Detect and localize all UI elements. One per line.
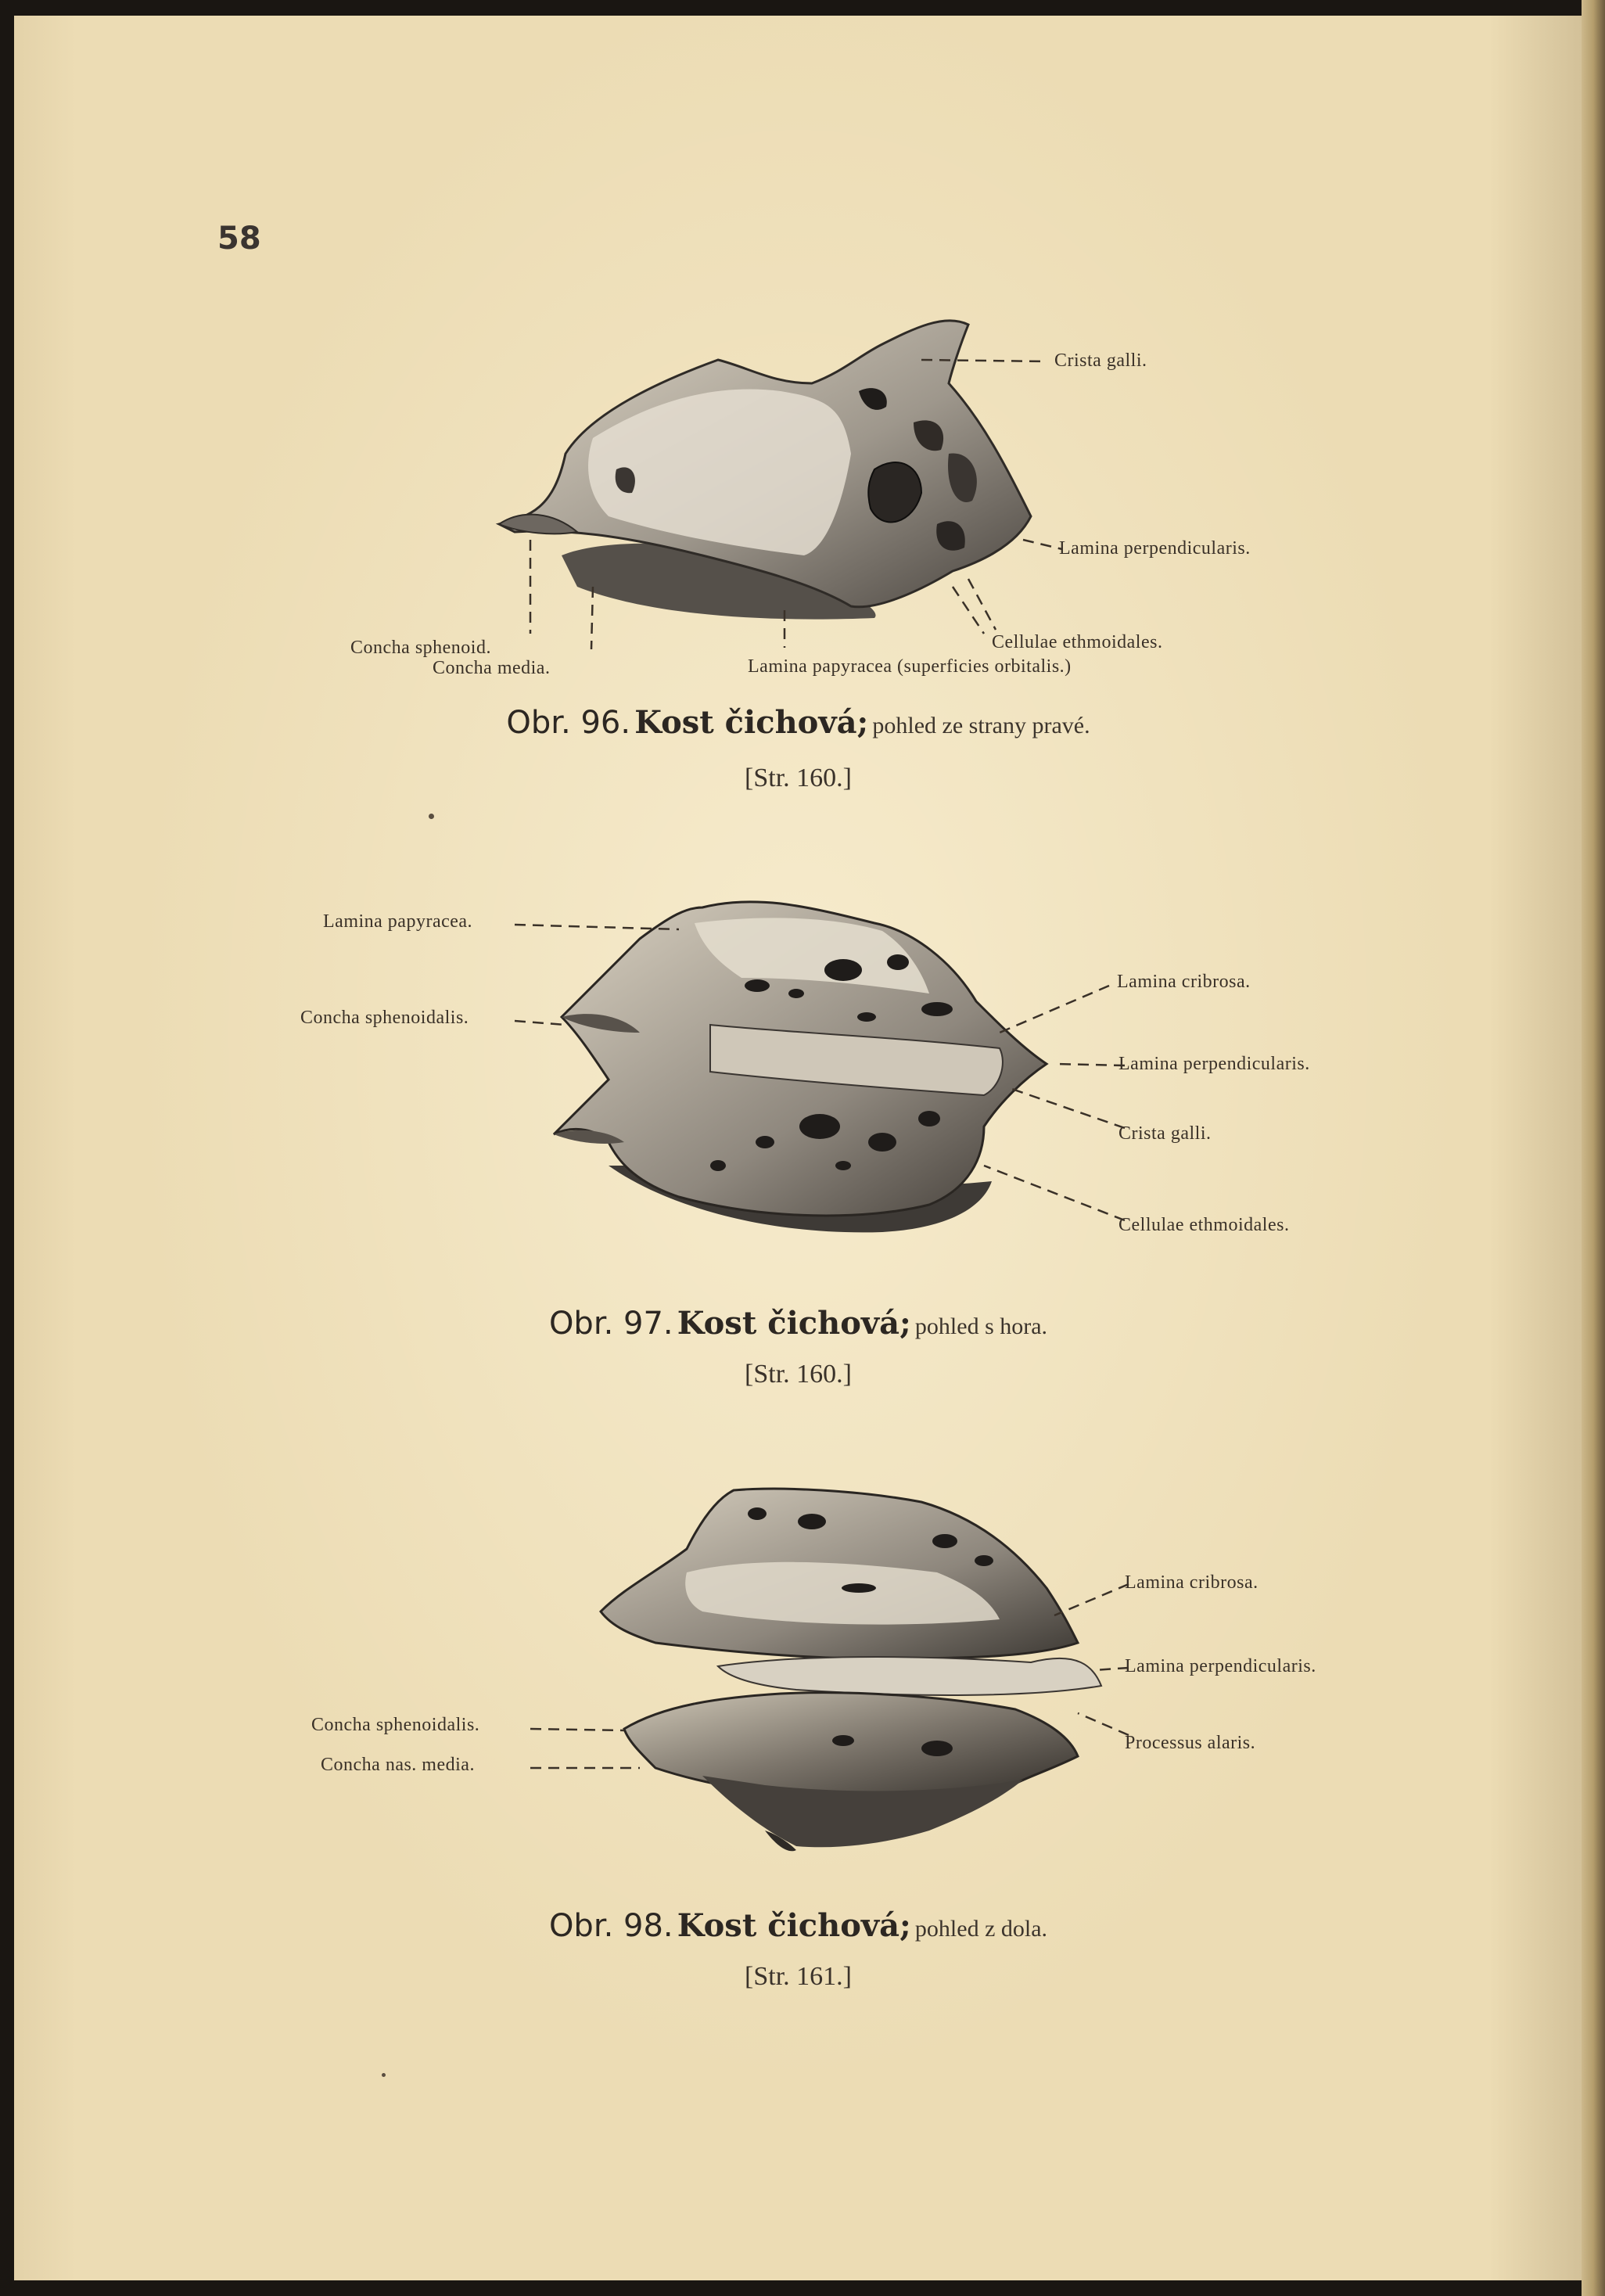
page-ref-98: [Str. 161.] bbox=[745, 1962, 852, 1991]
label-lamina-cribrosa: Lamina cribrosa. bbox=[1125, 1572, 1259, 1593]
label-concha-sphenoidalis: Concha sphenoidalis. bbox=[300, 1008, 469, 1028]
page-number: 58 bbox=[217, 221, 261, 257]
caption-97-subtitle: pohled s hora. bbox=[914, 1313, 1048, 1339]
page-ref-97: [Str. 160.] bbox=[745, 1360, 852, 1389]
label-lamina-perpendicularis: Lamina perpendicularis. bbox=[1059, 538, 1251, 559]
speck bbox=[382, 2073, 386, 2077]
caption-98-number: Obr. 98. bbox=[548, 1908, 673, 1944]
label-processus-alaris: Processus alaris. bbox=[1125, 1733, 1256, 1753]
figure-98 bbox=[14, 16, 1582, 1893]
figure-98-perpendicular-plate bbox=[718, 1657, 1101, 1695]
caption-98-title: Kost čichová; bbox=[677, 1907, 911, 1944]
caption-96-title: Kost čichová; bbox=[634, 704, 869, 741]
label-lamina-perpendicularis: Lamina perpendicularis. bbox=[1118, 1054, 1310, 1074]
label-cellulae-ethmoidales: Cellulae ethmoidales. bbox=[1118, 1215, 1290, 1235]
caption-98-subtitle: pohled z dola. bbox=[914, 1916, 1048, 1942]
label-concha-media: Concha media. bbox=[433, 658, 551, 678]
label-cellulae-ethmoidales: Cellulae ethmoidales. bbox=[992, 632, 1163, 652]
label-concha-nas-media: Concha nas. media. bbox=[321, 1755, 475, 1775]
caption-96-subtitle: pohled ze strany pravé. bbox=[872, 713, 1090, 738]
caption-98 bbox=[14, 1907, 1582, 1944]
label-crista-galli: Crista galli. bbox=[1054, 350, 1147, 371]
label-lamina-cribrosa: Lamina cribrosa. bbox=[1117, 972, 1251, 992]
label-concha-sphenoidalis: Concha sphenoidalis. bbox=[311, 1715, 480, 1735]
label-lamina-perpendicularis: Lamina perpendicularis. bbox=[1125, 1656, 1316, 1676]
label-lamina-papyracea: Lamina papyracea (superficies orbitalis.) bbox=[748, 656, 1072, 677]
label-concha-sphenoid: Concha sphenoid. bbox=[350, 638, 491, 658]
figure-98-illustration bbox=[14, 16, 1582, 1893]
page-ref-96: [Str. 160.] bbox=[745, 764, 852, 792]
label-lamina-papyracea: Lamina papyracea. bbox=[323, 911, 473, 932]
caption-97-title: Kost čichová; bbox=[677, 1305, 911, 1342]
caption-97-number: Obr. 97. bbox=[548, 1306, 673, 1342]
page-edge bbox=[1582, 0, 1605, 2296]
book-page bbox=[14, 16, 1582, 2280]
caption-96-number: Obr. 96. bbox=[506, 705, 631, 741]
label-crista-galli: Crista galli. bbox=[1118, 1123, 1212, 1144]
